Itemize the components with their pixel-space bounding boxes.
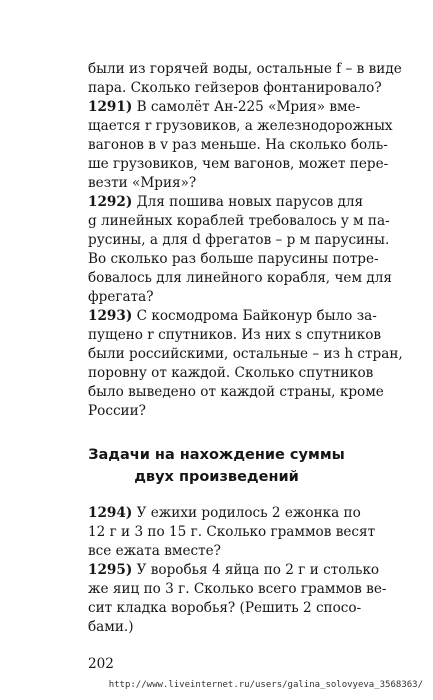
text-line: было выведено от каждой страны, кроме	[88, 384, 384, 400]
text-line: везти «Мрия»?	[88, 175, 197, 191]
text-line: России?	[88, 403, 146, 419]
page-number: 202	[88, 656, 114, 672]
problem-1294-line: 1294) У ежихи родилось 2 ежонка по	[88, 505, 361, 521]
problem-number: 1294)	[88, 505, 133, 521]
text-line: g линейных кораблей требовалось y м па-	[88, 213, 390, 229]
text-line: ше грузовиков, чем вагонов, может пере-	[88, 156, 389, 172]
text-line: пара. Сколько гейзеров фонтанировало?	[88, 80, 382, 96]
text-line: поровну от каждой. Сколько спутников	[88, 365, 374, 381]
problem-1291-line: 1291) В самолёт Ан-225 «Мрия» вме-	[88, 99, 361, 115]
section-heading: двух произведений	[134, 469, 299, 485]
text-line: русины, а для d фрегатов – p м парусины.	[88, 232, 390, 248]
problem-number: 1295)	[88, 562, 133, 578]
problem-number: 1291)	[88, 99, 133, 115]
text-line: фрегата?	[88, 289, 154, 305]
text-line: 12 г и 3 по 15 г. Сколько граммов весят	[88, 524, 376, 540]
text-line: пущено r спутников. Из них s спутников	[88, 327, 382, 343]
problem-1293-line: 1293) С космодрома Байконур было за-	[88, 308, 377, 324]
text-line: же яиц по 3 г. Сколько всего граммов ве-	[88, 581, 387, 597]
text-line: вагонов в v раз меньше. На сколько боль-	[88, 137, 388, 153]
text-line: бами.)	[88, 619, 134, 635]
text-line: сит кладка воробья? (Решить 2 спосо-	[88, 600, 362, 616]
text-line: бовалось для линейного корабля, чем для	[88, 270, 392, 286]
problem-number: 1292)	[88, 194, 133, 210]
problem-1295-line: 1295) У воробья 4 яйца по 2 г и столько	[88, 562, 380, 578]
section-heading: Задачи на нахождение суммы	[88, 447, 345, 463]
problem-1292-line: 1292) Для пошива новых парусов для	[88, 194, 364, 210]
source-watermark: http://www.liveinternet.ru/users/galina_solovyeva_3568363/	[108, 680, 423, 690]
text-line: Во сколько раз больше парусины потре-	[88, 251, 379, 267]
text-line: все ежата вместе?	[88, 543, 221, 559]
text-line: щается r грузовиков, а железнодорожных	[88, 118, 393, 134]
text-line: были российскими, остальные – из h стран,	[88, 346, 403, 362]
problem-number: 1293)	[88, 308, 133, 324]
text-line: были из горячей воды, остальные f – в виде	[88, 61, 402, 77]
